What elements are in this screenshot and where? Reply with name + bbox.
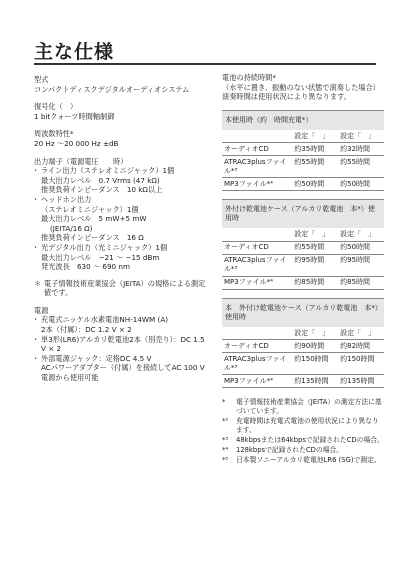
row-value-b: 約55時間 xyxy=(338,156,384,178)
row-format: ATRAC3plusファイル*³ xyxy=(222,156,292,178)
battery-table-2 xyxy=(222,199,384,290)
row-value-a: 約55時間 xyxy=(292,241,338,254)
line-out-level: 最大出力レベル 0.7 Vrms (47 kΩ) xyxy=(41,175,160,185)
jeita-note xyxy=(34,279,210,298)
footnote-mark: *⁴ xyxy=(222,446,229,455)
row-value-b: 約85時間 xyxy=(338,276,384,289)
row-format: オーディオCD xyxy=(222,241,292,254)
battery-subheading: （水平に置き、振動のない状態で演奏した場合） xyxy=(222,82,380,92)
row-format: オーディオCD xyxy=(222,143,292,156)
row-value-b: 約135時間 xyxy=(338,375,384,388)
row-format: MP3ファイル*⁴ xyxy=(222,276,292,289)
footnote-mark: * xyxy=(222,398,226,407)
row-value-b: 約82時間 xyxy=(338,340,384,353)
row-value-a: 約150時間 xyxy=(292,353,338,375)
table-header: 外付け乾電池ケース（アルカリ乾電池 本*）使用時 xyxy=(222,200,384,229)
optical-out-level: 最大出力レベル −21 ～ −15 dBm xyxy=(41,252,160,262)
headphone-out-label: ・ ヘッドホン出力 xyxy=(34,195,210,205)
footnote xyxy=(222,456,384,465)
note-text: 電子情報技術産業協会（JEITA）の規格による測定値です。 xyxy=(44,278,206,298)
table-header: 本使用時（約 時間充電*） xyxy=(222,110,384,130)
row-value-a: 約50時間 xyxy=(292,178,338,191)
spec-left-column xyxy=(34,75,210,383)
footnote-text: 48kbpsまたは64kbpsで記録されたCDの場合。 xyxy=(236,436,384,445)
row-value-a: 約85時間 xyxy=(292,276,338,289)
footnote-text: 128kbpsで記録されたCDの場合。 xyxy=(236,446,344,455)
freq-text: 20 Hz ～20 000 Hz ±dB xyxy=(34,138,119,148)
type-text: コンパクトディスクデジタルオーディオシステム xyxy=(34,84,190,94)
optical-out-wavelength: 発光波長 630 ～ 690 nm xyxy=(41,262,130,272)
headphone-out-level: 最大出力レベル 5 mW+5 mW xyxy=(41,214,147,224)
battery-table-1 xyxy=(222,110,384,192)
setting-a-label: 設定「 」 xyxy=(294,328,330,337)
row-value-a: 約135時間 xyxy=(292,375,338,388)
footnote xyxy=(222,446,384,455)
row-value-b: 約50時間 xyxy=(338,178,384,191)
table-header: 本 外付け乾電池ケース（アルカリ乾電池 本*）使用時 xyxy=(222,298,384,327)
setting-b-label: 設定「 」 xyxy=(340,328,376,337)
demod-text: 1 bitクォーツ時間軸制御 xyxy=(34,111,115,121)
footnote-mark: *² xyxy=(222,417,229,426)
footnote xyxy=(222,417,384,435)
row-format: オーディオCD xyxy=(222,340,292,353)
page-title: 主な仕様 xyxy=(34,41,115,63)
battery-subheading-2: 演奏時間は使用状況により異なります。 xyxy=(222,92,351,102)
power-item-1: ・ 充電式ニッケル水素電池NH-14WM (A) xyxy=(34,315,210,325)
row-value-b: 約150時間 xyxy=(338,353,384,375)
row-format: ATRAC3plusファイル*³ xyxy=(222,353,292,375)
power-heading: 電源 xyxy=(34,305,49,315)
footnotes xyxy=(222,398,384,465)
row-value-a: 約55時間 xyxy=(292,156,338,178)
setting-a-label: 設定「 」 xyxy=(294,230,330,239)
power-item-2: ・ 単3形(LR6)アルカリ乾電池2本（別売り）：DC 1.5 V × 2 xyxy=(34,335,210,354)
spec-right-column xyxy=(222,73,384,465)
footnote-text: 電子情報技術産業協会（JEITA）の測定方法に基づいています。 xyxy=(236,398,382,416)
battery-heading: 電池の持続時間* xyxy=(222,73,276,82)
power-item-3-detail: ACパワーアダプター（付属）を接続してAC 100 V電源から使用可能 xyxy=(41,363,205,383)
footnote-mark: *⁵ xyxy=(222,456,229,465)
footnote-text: 日本製ソニーアルカリ乾電池LR6 (SG)で測定。 xyxy=(236,456,381,465)
row-format: ATRAC3plusファイル*³ xyxy=(222,254,292,276)
row-value-a: 約95時間 xyxy=(292,254,338,276)
headphone-out-impedance: 推奨負荷インピーダンス 16 Ω xyxy=(41,233,144,243)
optical-out-label: ・ 光デジタル出力（光ミニジャック）1個 xyxy=(34,243,210,253)
power-item-1-detail: 2本（付属）：DC 1.2 V × 2 xyxy=(41,325,132,335)
footnote xyxy=(222,436,384,445)
row-value-b: 約95時間 xyxy=(338,254,384,276)
freq-heading: 周波数特性* xyxy=(34,129,74,139)
row-value-b: 約32時間 xyxy=(338,143,384,156)
type-heading: 型式 xyxy=(34,75,49,84)
headphone-out-label-2: （ステレオミニジャック）1個 xyxy=(41,204,139,214)
row-format: MP3ファイル*⁴ xyxy=(222,375,292,388)
setting-b-label: 設定「 」 xyxy=(340,131,376,140)
line-out-label: ・ ライン出力（ステレオミニジャック）1個 xyxy=(34,166,210,176)
row-value-a: 約35時間 xyxy=(292,143,338,156)
row-value-a: 約90時間 xyxy=(292,340,338,353)
row-format: MP3ファイル*⁴ xyxy=(222,178,292,191)
footnote-mark: *³ xyxy=(222,436,229,445)
output-heading: 出力端子（電源電圧 時） xyxy=(34,156,128,166)
footnote-text: 充電時間は充電式電池の使用状況により異なります。 xyxy=(236,417,379,435)
setting-b-label: 設定「 」 xyxy=(340,230,376,239)
row-value-b: 約50時間 xyxy=(338,241,384,254)
power-item-3: ・ 外部電源ジャック：定格DC 4.5 V xyxy=(34,354,210,364)
demod-heading: 復号化（ ） xyxy=(34,102,78,112)
note-mark: ＊ xyxy=(34,278,42,288)
battery-table-3 xyxy=(222,298,384,389)
footnote xyxy=(222,398,384,416)
headphone-out-level-2: (JEITA/16 Ω) xyxy=(50,223,93,233)
title-divider xyxy=(34,63,376,65)
setting-a-label: 設定「 」 xyxy=(294,131,330,140)
line-out-impedance: 推奨負荷インピーダンス 10 kΩ以上 xyxy=(41,185,163,195)
